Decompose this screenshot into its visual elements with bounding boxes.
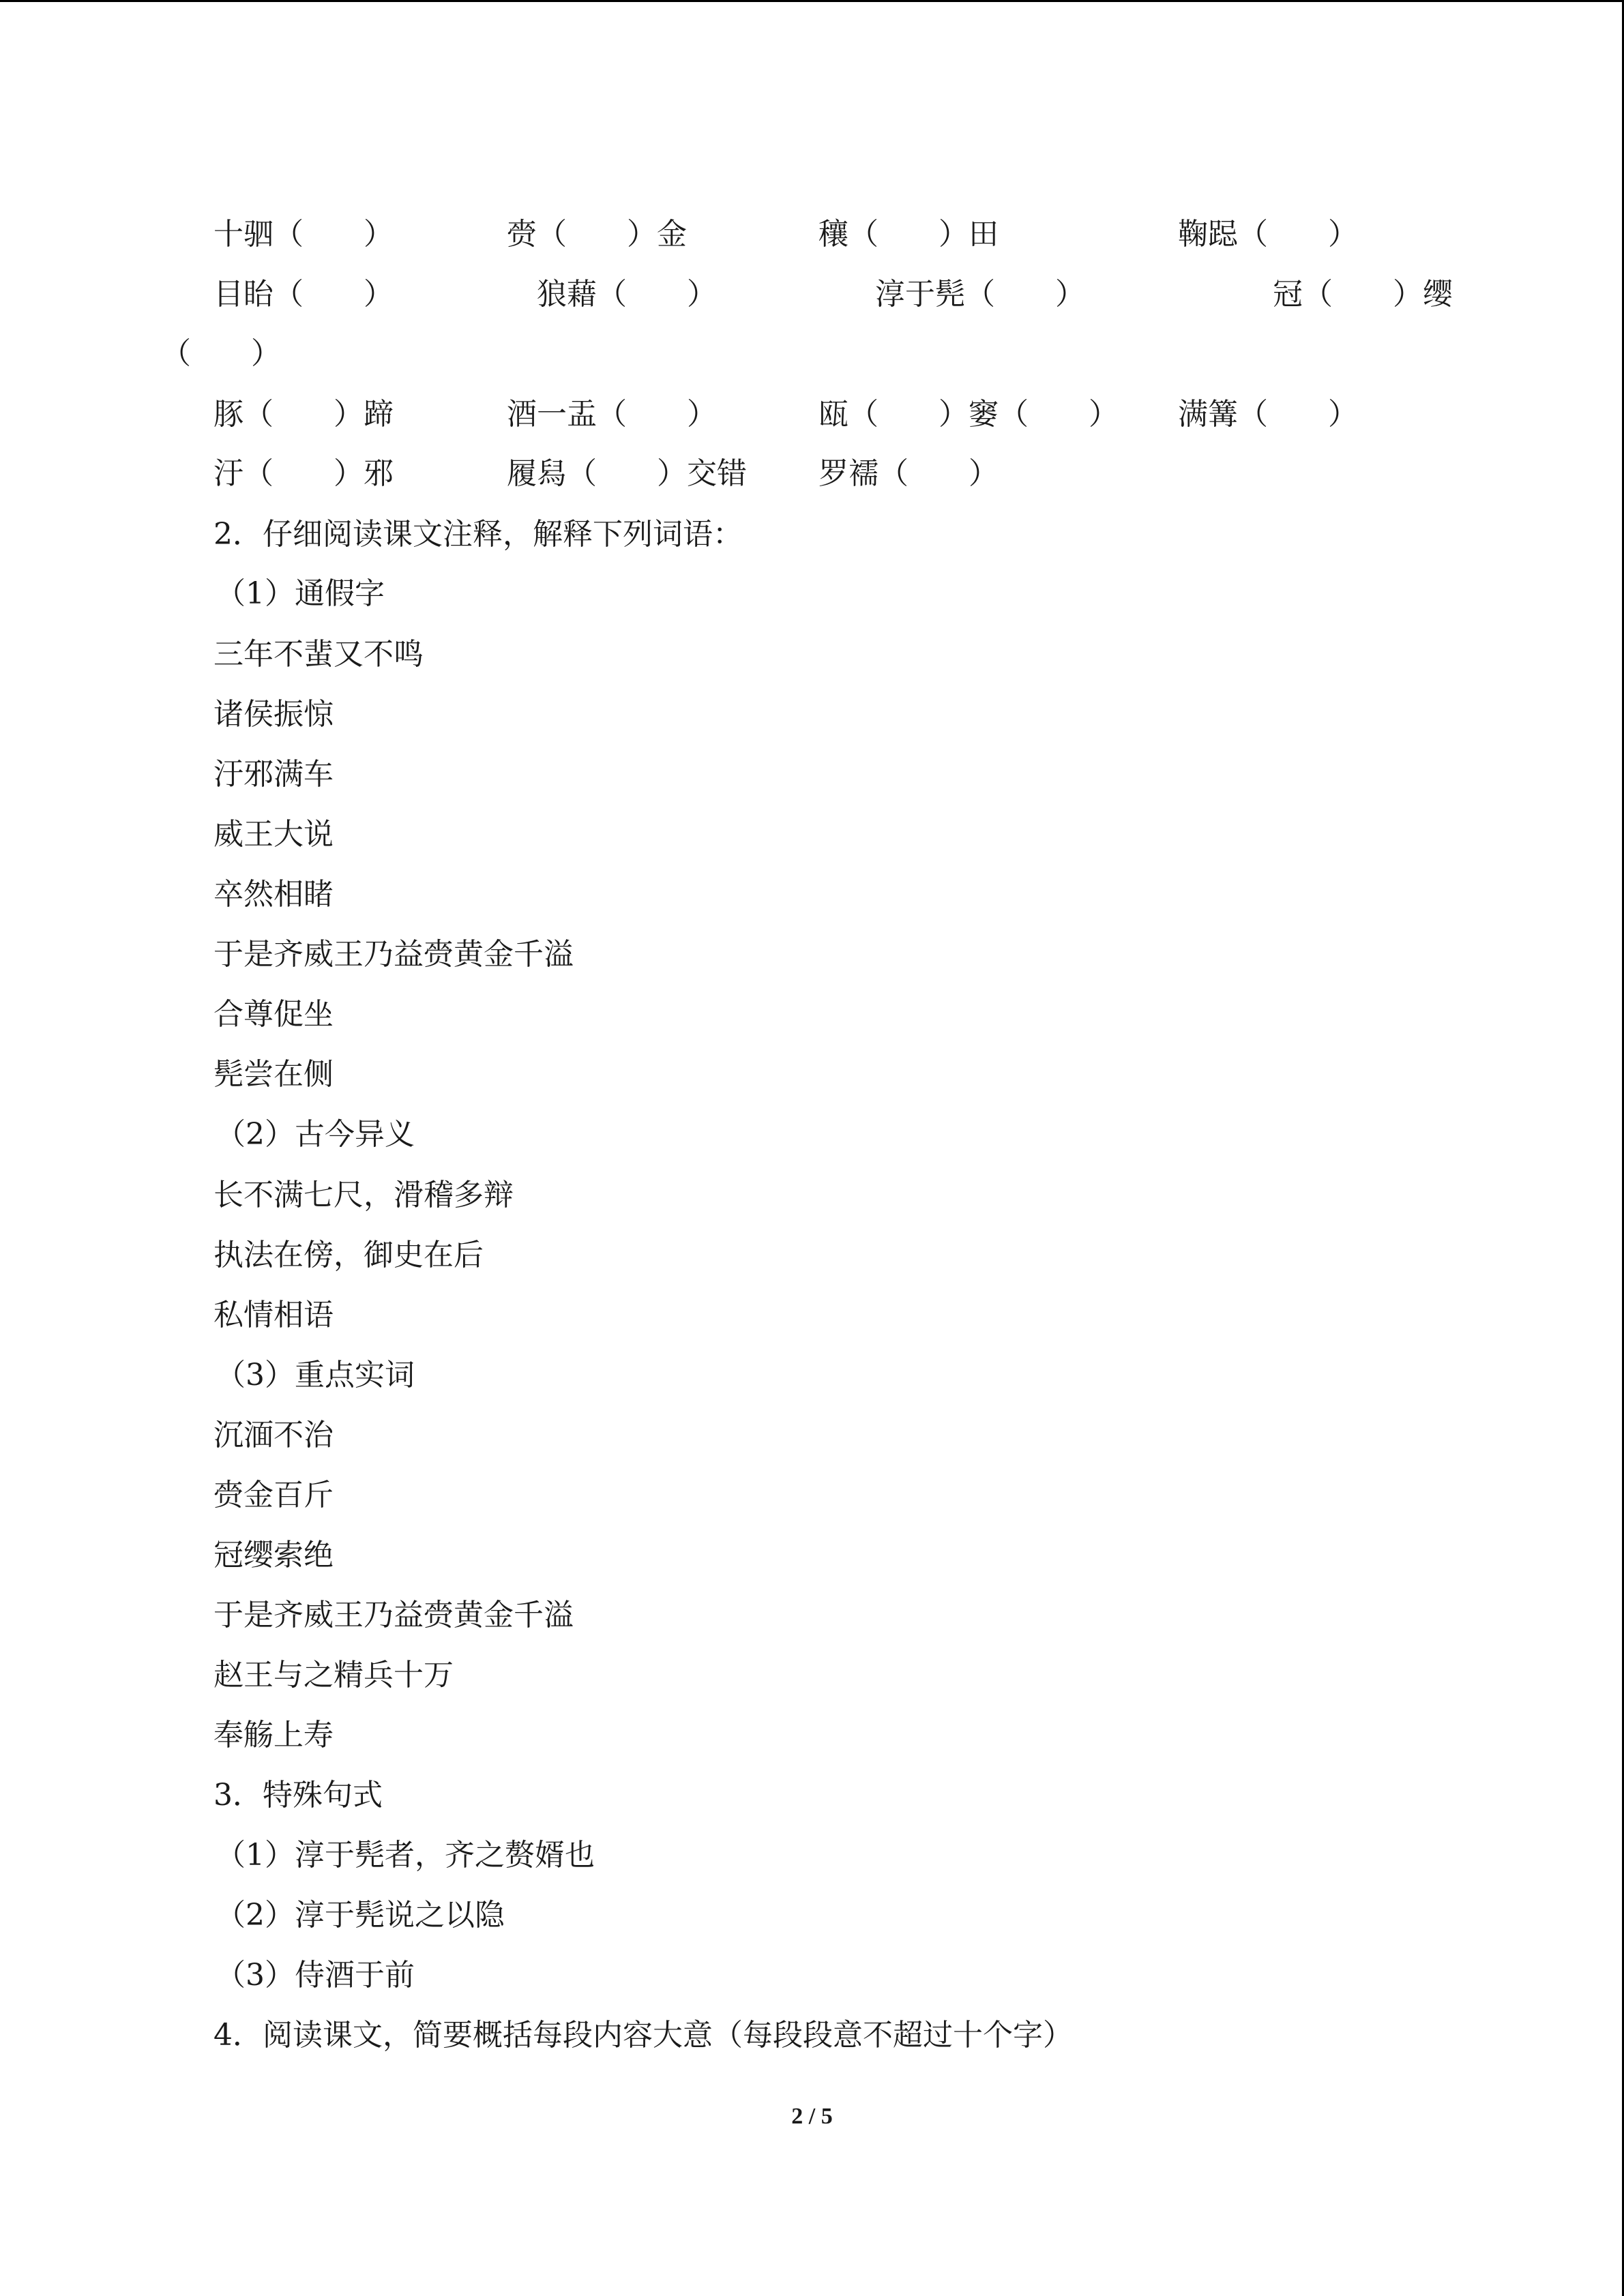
pinyin-item: 瓯（ ）窭（ ）: [818, 397, 1119, 432]
pinyin-item: 冠（ ）缨: [1273, 277, 1453, 312]
question-3-heading: 3．特殊句式: [213, 1778, 383, 1813]
pinyin-item: 酒一盂（ ）: [507, 397, 717, 432]
term-item: 于是齐威王乃益赍黄金千溢: [213, 937, 574, 972]
term-item: 合尊促坐: [213, 997, 334, 1032]
pinyin-item: 淳于髡（ ）: [875, 277, 1085, 312]
pinyin-item: 狼藉（ ）: [537, 277, 717, 312]
pinyin-item: 十驷（ ）: [213, 217, 394, 252]
sentence-item: （2）淳于髡说之以隐: [216, 1898, 505, 1933]
term-item: 汙邪满车: [213, 757, 334, 792]
term-item: 执法在傍，御史在后: [213, 1238, 484, 1272]
pinyin-item: 赍（ ）金: [507, 217, 687, 252]
page-top-border: [0, 0, 1624, 2]
section-heading: （2）古今异义: [216, 1117, 415, 1152]
term-item: 沉湎不治: [213, 1418, 334, 1452]
term-item: 赍金百斤: [213, 1478, 334, 1512]
question-2-heading: 2．仔细阅读课文注释，解释下列词语：: [213, 517, 743, 552]
term-item: 长不满七尺，滑稽多辩: [213, 1178, 514, 1212]
pinyin-item: 满篝（ ）: [1178, 397, 1358, 432]
term-item: 于是齐威王乃益赍黄金千溢: [213, 1598, 574, 1632]
page-number: 2 / 5: [791, 2104, 833, 2129]
pinyin-item: 目眙（ ）: [213, 277, 394, 312]
question-4-heading: 4．阅读课文，简要概括每段内容大意（每段段意不超过十个字）: [213, 2018, 1073, 2053]
pinyin-item: 穰（ ）田: [818, 217, 999, 252]
pinyin-item: 罗襦（ ）: [818, 456, 999, 491]
pinyin-item: 履舄（ ）交错: [507, 456, 747, 491]
term-item: 奉觞上寿: [213, 1718, 334, 1753]
term-item: 卒然相睹: [213, 877, 334, 912]
sentence-item: （1）淳于髡者，齐之赘婿也: [216, 1838, 595, 1873]
term-item: 冠缨索绝: [213, 1538, 334, 1572]
term-item: 私情相语: [213, 1298, 334, 1332]
term-item: 赵王与之精兵十万: [213, 1658, 454, 1693]
pinyin-item: 鞠跽（ ）: [1178, 217, 1358, 252]
pinyin-item: 豚（ ）蹄: [213, 397, 394, 432]
pinyin-item: （ ）: [161, 336, 281, 371]
section-heading: （3）重点实词: [216, 1358, 415, 1392]
sentence-item: （3）侍酒于前: [216, 1958, 415, 1993]
section-heading: （1）通假字: [216, 576, 385, 611]
term-item: 三年不蜚又不鸣: [213, 637, 424, 672]
term-item: 髡尝在侧: [213, 1057, 334, 1092]
term-item: 诸侯振惊: [213, 697, 334, 732]
pinyin-item: 汙（ ）邪: [213, 456, 394, 491]
term-item: 威王大说: [213, 817, 334, 852]
